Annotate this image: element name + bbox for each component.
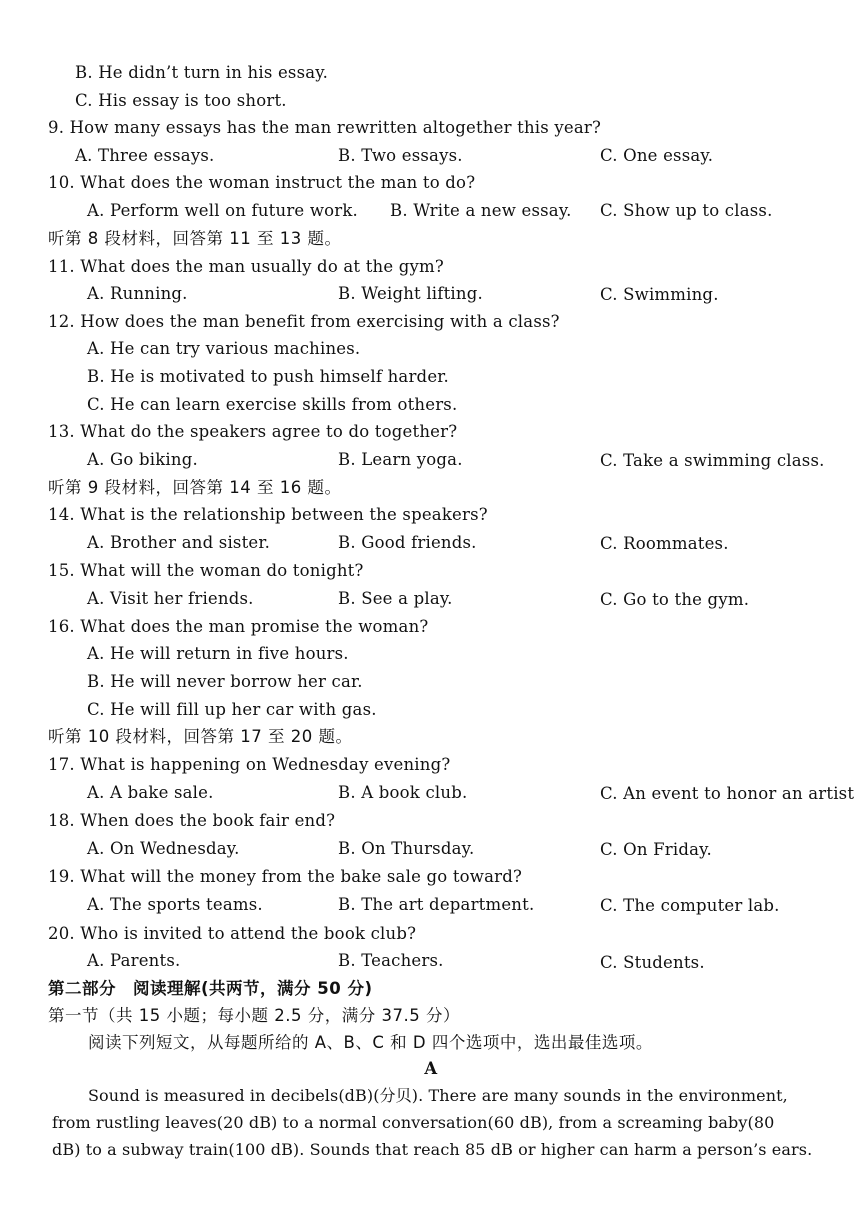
q9-stem: 9. How many essays has the man rewritten altogether this year? <box>48 118 602 137</box>
q9-option-b: B. Two essays. <box>338 146 463 165</box>
q18-option-a: A. On Wednesday. <box>87 839 240 858</box>
q10-stem: 10. What does the woman instruct the man to do? <box>48 173 476 192</box>
passage-line: from rustling leaves(20 dB) to a normal conversation(60 dB), from a screaming baby(80 <box>52 1113 775 1132</box>
q20-stem: 20. Who is invited to attend the book club? <box>48 924 417 943</box>
q17-option-c: C. An event to honor an artist <box>600 784 855 803</box>
q9-option-c: C. One essay. <box>600 146 714 165</box>
q12-option-b: B. He is motivated to push himself harder. <box>87 367 449 386</box>
q10-option-b: B. Write a new essay. <box>390 201 572 220</box>
q9-option-a: A. Three essays. <box>75 146 215 165</box>
q11-option-c: C. Swimming. <box>600 285 719 304</box>
q13-option-a: A. Go biking. <box>87 450 198 469</box>
q20-option-b: B. Teachers. <box>338 951 444 970</box>
q20-option-c: C. Students. <box>600 953 705 972</box>
q18-option-c: C. On Friday. <box>600 840 712 859</box>
q16-option-a: A. He will return in five hours. <box>87 644 349 663</box>
q17-option-a: A. A bake sale. <box>87 783 214 802</box>
q12-option-a: A. He can try various machines. <box>87 339 361 358</box>
q15-option-b: B. See a play. <box>338 589 453 608</box>
q19-option-b: B. The art department. <box>338 895 535 914</box>
q11-option-a: A. Running. <box>87 284 188 303</box>
reading-instructions: 阅读下列短文，从每题所给的 A、B、C 和 D 四个选项中，选出最佳选项。 <box>88 1033 653 1052</box>
q15-stem: 15. What will the woman do tonight? <box>48 561 364 580</box>
section-8-heading: 听第 8 段材料，回答第 11 至 13 题。 <box>48 229 342 248</box>
q12-option-c: C. He can learn exercise skills from others. <box>87 395 458 414</box>
q17-option-b: B. A book club. <box>338 783 468 802</box>
section-9-heading: 听第 9 段材料，回答第 14 至 16 题。 <box>48 478 342 497</box>
reading-section-heading: 第一节（共 15 小题；每小题 2.5 分，满分 37.5 分） <box>48 1006 460 1025</box>
q14-option-c: C. Roommates. <box>600 534 729 553</box>
q19-option-c: C. The computer lab. <box>600 896 780 915</box>
reading-part-heading: 第二部分 阅读理解(共两节，满分 50 分) <box>48 979 373 998</box>
q8-option-c: C. His essay is too short. <box>75 91 287 110</box>
q12-stem: 12. How does the man benefit from exercising with a class? <box>48 312 560 331</box>
q14-stem: 14. What is the relationship between the speakers? <box>48 505 488 524</box>
q13-option-b: B. Learn yoga. <box>338 450 463 469</box>
q16-stem: 16. What does the man promise the woman? <box>48 617 429 636</box>
q16-option-b: B. He will never borrow her car. <box>87 672 363 691</box>
q18-option-b: B. On Thursday. <box>338 839 475 858</box>
q13-stem: 13. What do the speakers agree to do together? <box>48 422 458 441</box>
q13-option-c: C. Take a swimming class. <box>600 451 825 470</box>
q14-option-b: B. Good friends. <box>338 533 477 552</box>
q16-option-c: C. He will fill up her car with gas. <box>87 700 377 719</box>
q20-option-a: A. Parents. <box>87 951 181 970</box>
q15-option-c: C. Go to the gym. <box>600 590 750 609</box>
q15-option-a: A. Visit her friends. <box>87 589 254 608</box>
q11-stem: 11. What does the man usually do at the gym? <box>48 257 444 276</box>
passage-line: dB) to a subway train(100 dB). Sounds that reach 85 dB or higher can harm a person’s ears. <box>52 1140 813 1159</box>
q14-option-a: A. Brother and sister. <box>87 533 271 552</box>
q17-stem: 17. What is happening on Wednesday evening? <box>48 755 451 774</box>
q8-option-b: B. He didn’t turn in his essay. <box>75 63 329 82</box>
section-10-heading: 听第 10 段材料，回答第 17 至 20 题。 <box>48 727 353 746</box>
q11-option-b: B. Weight lifting. <box>338 284 483 303</box>
q10-option-a: A. Perform well on future work. <box>87 201 359 220</box>
passage-line: Sound is measured in decibels(dB)(分贝). There are many sounds in the environment, <box>88 1086 788 1105</box>
q18-stem: 18. When does the book fair end? <box>48 811 336 830</box>
q19-stem: 19. What will the money from the bake sale go toward? <box>48 867 523 886</box>
q10-option-c: C. Show up to class. <box>600 201 773 220</box>
passage-letter: A <box>424 1059 438 1078</box>
q19-option-a: A. The sports teams. <box>87 895 263 914</box>
